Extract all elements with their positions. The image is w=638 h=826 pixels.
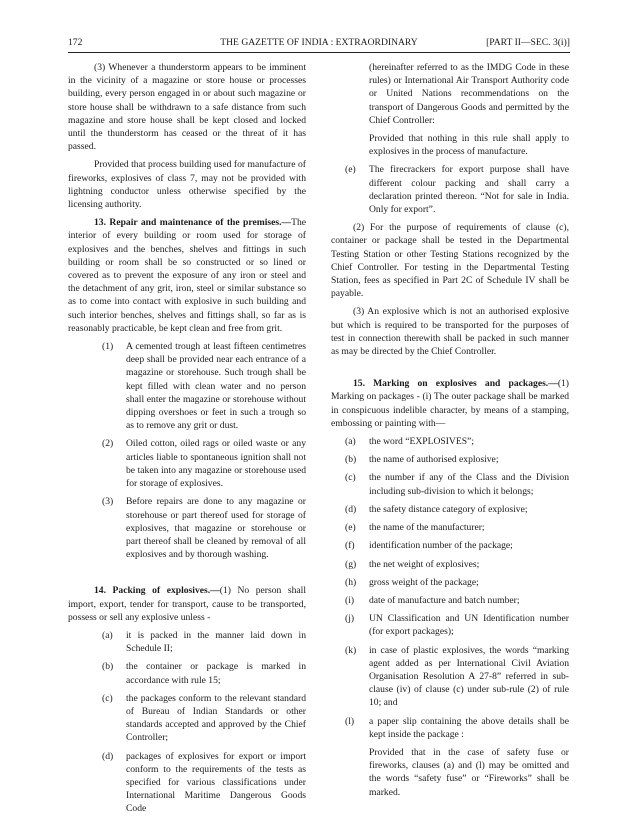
item-label: (e): [345, 164, 356, 176]
item-label: (d): [102, 750, 114, 762]
item-label: (g): [345, 558, 357, 570]
section-14: [68, 584, 306, 624]
section-15: [331, 377, 569, 430]
list-item: [331, 612, 569, 638]
item-text: the net weight of explosives;: [369, 558, 480, 570]
item-text: date of manufacture and batch number;: [369, 594, 520, 606]
list-item: [331, 453, 569, 466]
item-text: the packages conform to the relevant standard of Bureau of Indian Standards or other standards accepted and approved by the Chief Controller;: [126, 692, 306, 744]
item-text: it is packed in the manner laid down in Schedule II;: [126, 629, 306, 655]
list-item: [68, 340, 306, 432]
list-item: [331, 594, 569, 607]
continued-clause-d: (hereinafter referred to as the IMDG Code in these rules) or International Air Transport Authority code or United Nations recommendations on the transport of Dangerous Goods and permitted by the Chief Controller:: [369, 62, 569, 126]
list-item: [331, 521, 569, 534]
section-13: [68, 216, 306, 335]
list-item: [68, 660, 306, 686]
left-column: [68, 61, 306, 821]
section-15-text: (1) Marking on packages - (i) The outer package shall be marked in conspicuous indelible character, by means of a stamping, embossing or painting with—: [331, 378, 569, 429]
item-text: Before repairs are done to any magazine or storehouse or part thereof used for storage of explosives, that magazine or storehouse or part thereof shall be cleaned by removal of all explosives and by thorough washing.: [126, 496, 306, 561]
item-label: (a): [345, 436, 356, 448]
section-14-heading: 14. Packing of explosives.—: [94, 585, 220, 597]
item-label: (b): [345, 454, 357, 466]
right-column: [331, 61, 569, 804]
final-proviso: Provided that in the case of safety fuse or fireworks, clauses (a) and (l) may be omitted and the words “safety fuse” or “Fireworks” shall be marked.: [369, 746, 569, 798]
list-item: [331, 503, 569, 516]
list-item: [331, 539, 569, 552]
item-text: in case of plastic explosives, the words “marking agent added as per International Civil Aviation Organisation Resolution A 27-8” referred in sub-clause (iv) of clause (c) under sub-rule (2) of rule 10; and: [369, 644, 569, 709]
list-item: [68, 629, 306, 655]
list-item: [331, 715, 569, 741]
item-label: (c): [345, 472, 356, 484]
section-13-heading: 13. Repair and maintenance of the premises.—: [94, 217, 292, 229]
proviso-manufacture: Provided that nothing in this rule shall apply to explosives in the process of manufacture.: [369, 133, 569, 158]
list-item: [331, 576, 569, 589]
item-text: the name of authorised explosive;: [369, 454, 499, 466]
list-item: [68, 437, 306, 490]
section-14-text: (1) No person shall import, export, tender for transport, cause to be transported, possess or sell any explosive unless -: [68, 585, 306, 623]
item-label: (e): [345, 522, 356, 534]
item-label: (d): [345, 503, 357, 515]
list-item: [331, 558, 569, 571]
item-label: (f): [345, 540, 355, 552]
list-item: [68, 495, 306, 561]
item-label: (c): [102, 692, 113, 704]
list-item: [68, 692, 306, 745]
list-item: [331, 471, 569, 497]
page-number: 172: [68, 37, 83, 48]
proviso-lightning: Provided that process building used for manufacture of fireworks, explosives of class 7, may not be provided with lightning conductor unless otherwise specified by the licensing authority.: [68, 159, 306, 211]
item-text: the word “EXPLOSIVES”;: [369, 436, 474, 448]
item-text: Oiled cotton, oiled rags or oiled waste or any articles liable to spontaneous ignition shall not be taken into any magazine or storehouse used for storage of explosives.: [126, 438, 306, 490]
item-text: The firecrackers for export purpose shall have different colour packing and shall carry a declaration printed thereon. “Not for sale in India. Only for export”.: [369, 164, 569, 216]
item-label: (b): [102, 661, 114, 673]
gazette-title: THE GAZETTE OF INDIA : EXTRAORDINARY: [220, 37, 418, 48]
paragraph-thunderstorm: (3) Whenever a thunderstorm appears to be imminent in the vicinity of a magazine or store house or processes building, every person engaged in or about such magazine or store house shall be withdrawn to a safe distance from such magazine and store house shall be kept closed and locked until the thunderstorm has ceased or the threat of it has passed.: [68, 62, 306, 153]
page-header: [68, 36, 570, 53]
list-item: [68, 750, 306, 816]
list-item: [331, 644, 569, 710]
item-label: (l): [345, 715, 355, 727]
list-item: [331, 163, 569, 216]
section-15-heading: 15. Marking on explosives and packages.—: [353, 378, 558, 390]
item-label: (a): [102, 629, 113, 641]
item-text: the name of the manufacturer;: [369, 522, 485, 534]
item-text: the number if any of the Class and the Division including sub-division to which it belongs;: [369, 472, 569, 497]
item-text: packages of explosives for export or import conform to the requirements of the tests as specified for various classifications under International Maritime Dangerous Goods Code: [126, 750, 306, 815]
item-label: (h): [345, 576, 357, 588]
item-text: gross weight of the package;: [369, 576, 479, 588]
item-text: a paper slip containing the above details shall be kept inside the package :: [369, 715, 569, 740]
item-text: A cemented trough at least fifteen centimetres deep shall be provided near each entrance of a magazine or storehouse. Such trough shall be kept filled with clean water and no person shall enter the magazine or storehouse without dipping overshoes or feet in such a trough so as to remove any grit or dust.: [126, 341, 306, 432]
item-text: UN Classification and UN Identification number (for export packages);: [369, 613, 569, 638]
paragraph-3-unauthorised: (3) An explosive which is not an authorised explosive but which is required to be transported for the purposes of test in connection therewith shall be packed in such manner as may be directed by the Chief Controller.: [331, 306, 569, 358]
item-label: (1): [102, 341, 114, 353]
item-text: the container or package is marked in accordance with rule 15;: [126, 661, 306, 686]
item-label: (k): [345, 644, 357, 656]
item-label: (i): [345, 594, 355, 606]
paragraph-2-testing: (2) For the purpose of requirements of clause (c), container or package shall be tested in the Departmental Testing Station or other Testing Stations recognized by the Chief Controller. For testing in the Departmental Testing Station, fees as specified in Part 2C of Schedule IV shall be payable.: [331, 222, 569, 300]
item-text: identification number of the package;: [369, 540, 513, 552]
section-reference: [PART II—SEC. 3(i)]: [486, 37, 570, 48]
list-item: [331, 435, 569, 448]
item-label: (2): [102, 438, 114, 450]
item-label: (3): [102, 496, 114, 508]
item-text: the safety distance category of explosive;: [369, 503, 528, 515]
item-label: (j): [345, 613, 355, 625]
section-13-text: The interior of every building or room used for storage of explosives and the benches, shelves and fittings in such building or room shall be so constructed or so lined or covered as to prevent the exposure of any iron or steel and the detachment of any grit, iron, steel or similar substance so as to come into contact with explosive in such building and such interior benches, shelves and fittings shall, so far as is reasonably practicable, be kept clean and free from grit.: [68, 217, 306, 334]
